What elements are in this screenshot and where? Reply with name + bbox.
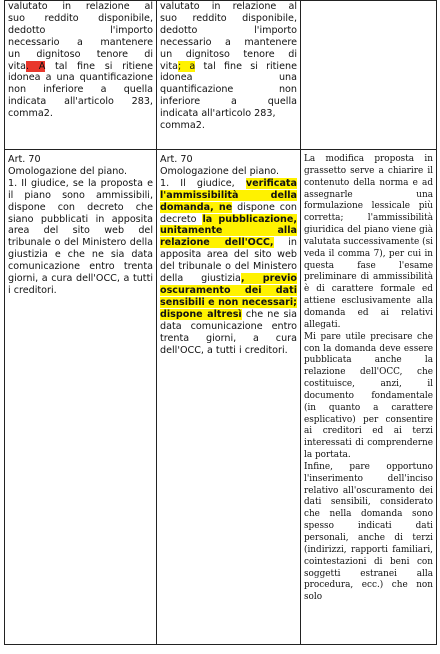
- article-body: [160, 178, 297, 357]
- text-segment: in apposita area del sito web del tribunale o del Ministero della giustizia: [160, 237, 297, 285]
- text-segment: vita: [8, 60, 26, 72]
- article-subtitle: Omologazione del piano.: [160, 165, 280, 177]
- text-line: valutato in relazione al: [160, 1, 297, 12]
- text-segment: tal fine si ritiene: [195, 60, 297, 72]
- cell-original-text: [5, 150, 157, 645]
- text-line: necessario a mantenere: [160, 36, 297, 48]
- document-page: [4, 0, 436, 652]
- added-text-highlight: ; a: [177, 60, 196, 72]
- text-line: [8, 61, 153, 73]
- article-heading: Art. 70: [8, 154, 41, 165]
- text-line: inferiore a quella: [160, 96, 297, 108]
- text-line: idonea a una quantificazione: [8, 72, 153, 84]
- text-line: suo reddito disponibile,: [160, 12, 297, 24]
- text-line: un dignitoso tenore di: [8, 48, 153, 60]
- table-row: [5, 1, 437, 150]
- table-row: [5, 150, 437, 645]
- text-segment: tal fine si ritiene: [45, 60, 153, 72]
- text-line: idonea una: [160, 72, 297, 84]
- cell-comment-empty: [301, 1, 437, 150]
- article-subtitle: Omologazione del piano.: [8, 165, 128, 177]
- text-line: suo reddito disponibile,: [8, 12, 153, 24]
- cell-proposed-text: [157, 1, 301, 150]
- text-line: quantificazione non: [160, 84, 297, 96]
- text-segment: 1. Il giudice,: [160, 177, 246, 189]
- text-line: indicata all'articolo 283, comma2.: [160, 108, 276, 132]
- text-line: [160, 61, 297, 73]
- text-line: non inferiore a quella: [8, 84, 153, 96]
- text-line: valutato in relazione al: [8, 1, 153, 12]
- added-text-highlight: la pubblicazione, unitamente alla relazione dell'OCC,: [160, 213, 297, 249]
- text-segment: vita: [160, 60, 178, 72]
- text-segment: dispone con decreto: [160, 201, 297, 225]
- comment-paragraph: Infine, pare opportuno l'inserimento dell'inciso relativo all'oscuramento dei dati sensibili, considerato che nella domanda sono spesso indicati dati personali, anche di terzi (indirizzi, rapporti familiari, cointestazioni di beni con soggetti estranei alla procedura, ecc.) che non solo: [304, 461, 433, 603]
- cell-original-text: [5, 1, 157, 150]
- article-heading: Art. 70: [160, 154, 193, 165]
- comment-paragraph: La modifica proposta in grassetto serve a chiarire il contenuto della norma e ad assegnarle una formulazione lessicale più corretta; l'ammissibilità giuridica del piano viene già valutata successivamente (si veda il comma 7), per cui in questa fase l'esame preliminare di ammissibilità è di carattere formale ed attiene esclusivamente alla domanda ed ai relativi allegati.: [304, 154, 433, 330]
- text-line: dedotto l'importo: [8, 24, 153, 36]
- comparison-table: [4, 0, 437, 645]
- comment-paragraph: Mi pare utile precisare che con la domanda deve essere pubblicata anche la relazione dell'OCC, che costituisce, anzi, il documento fondamentale (in quanto a carattere esplicativo) per consentire ai creditori ed ai terzi interessati di comprenderne la portata.: [304, 331, 433, 461]
- text-segment: che ne sia data comunicazione entro trenta giorni, a cura dell'OCC, a tutti i creditori.: [160, 308, 298, 356]
- cell-proposed-text: [157, 150, 301, 645]
- text-line: un dignitoso tenore di: [160, 48, 297, 60]
- text-line: comma2.: [8, 108, 53, 120]
- cell-comment: [301, 150, 437, 645]
- text-line: necessario a mantenere: [8, 36, 153, 48]
- text-line: indicata all'articolo 283,: [8, 96, 153, 108]
- article-body: 1. Il giudice, se la proposta e il piano sono ammissibili, dispone con decreto che siano pubblicati in apposita area del sito web del tribunale o del Ministero della giustizia e che ne sia data comunicazione entro trenta giorni, a cura dell'OCC, a tutti i creditori.: [8, 177, 153, 296]
- added-text-highlight: , previo oscuramento dei dati sensibili e non necessari; dispone altresì: [160, 273, 297, 320]
- added-text-highlight: verificata l'ammissibilità della domanda, ne: [160, 177, 297, 213]
- text-line: dedotto l'importo: [160, 24, 297, 36]
- deleted-text-highlight: . A: [25, 60, 46, 72]
